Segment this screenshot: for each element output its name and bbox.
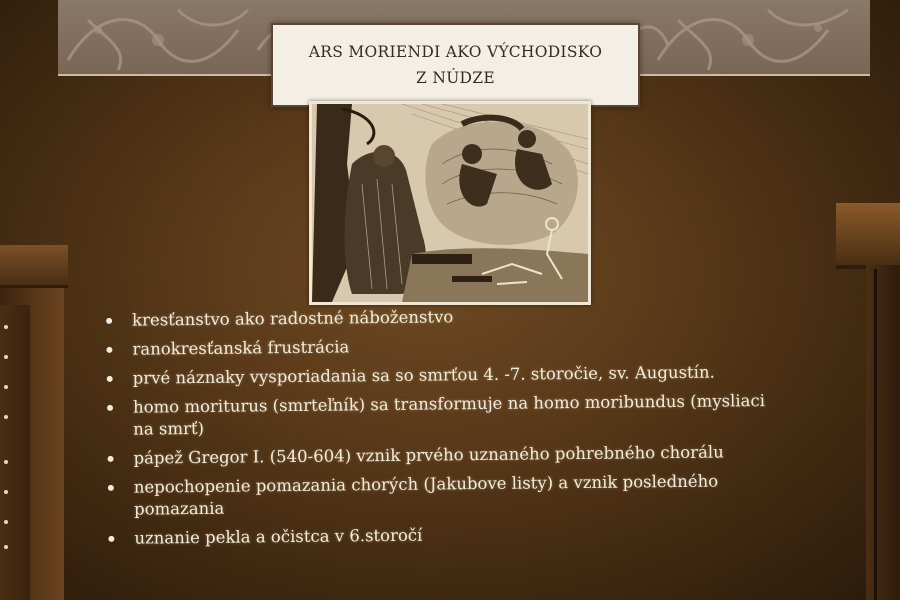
bullet-dot-icon bbox=[106, 318, 112, 324]
bullet-dot-icon bbox=[107, 405, 113, 411]
list-item bbox=[102, 469, 832, 521]
bullet-dot-icon bbox=[108, 456, 114, 462]
bullet-dot-icon bbox=[106, 347, 112, 353]
bullet-text: pápež Gregor I. (540-604) vznik prvého uznaného pohrebného chorálu bbox=[133, 442, 724, 468]
slide-title-box bbox=[271, 23, 640, 107]
list-item bbox=[101, 440, 831, 470]
bullet-text: prvé náznaky vysporiadania sa so smrťou 4. -7. storočie, sv. Augustín. bbox=[132, 362, 715, 388]
bullet-dot-icon bbox=[107, 376, 113, 382]
bullet-text: homo moriturus (smrteľník) sa transformuje na homo moribundus (mysliaci bbox=[132, 391, 766, 417]
case-cornice bbox=[0, 245, 68, 288]
bullet-text: ranokresťanská frustrácia bbox=[132, 337, 350, 359]
list-item bbox=[101, 360, 831, 390]
bullet-text: nepochopenie pomazania chorých (Jakubove listy) a vznik posledného bbox=[133, 471, 719, 497]
bullet-text-continuation: na smrť) bbox=[133, 418, 205, 439]
slide-title-line-2: Z NÚDZE bbox=[416, 69, 495, 87]
bullet-list bbox=[100, 302, 833, 557]
case-body bbox=[866, 265, 900, 600]
list-item bbox=[101, 389, 831, 441]
case-cornice bbox=[836, 203, 900, 269]
bullet-dot-icon bbox=[108, 536, 114, 542]
bullet-dot-icon bbox=[108, 485, 114, 491]
wooden-display-case-left bbox=[0, 245, 64, 600]
list-item bbox=[102, 520, 832, 550]
wooden-display-case-right bbox=[836, 203, 900, 600]
engraving-illustration bbox=[309, 101, 591, 305]
bullet-text-continuation: pomazania bbox=[133, 498, 225, 519]
list-item bbox=[100, 331, 830, 361]
case-rod bbox=[874, 269, 877, 600]
slide-title-line-1: ARS MORIENDI AKO VÝCHODISKO bbox=[308, 43, 603, 61]
list-item bbox=[100, 302, 830, 332]
bullet-text: kresťanstvo ako radostné náboženstvo bbox=[132, 307, 454, 330]
bullet-text: uznanie pekla a očistca v 6.storočí bbox=[134, 525, 423, 548]
case-glass bbox=[0, 305, 30, 600]
